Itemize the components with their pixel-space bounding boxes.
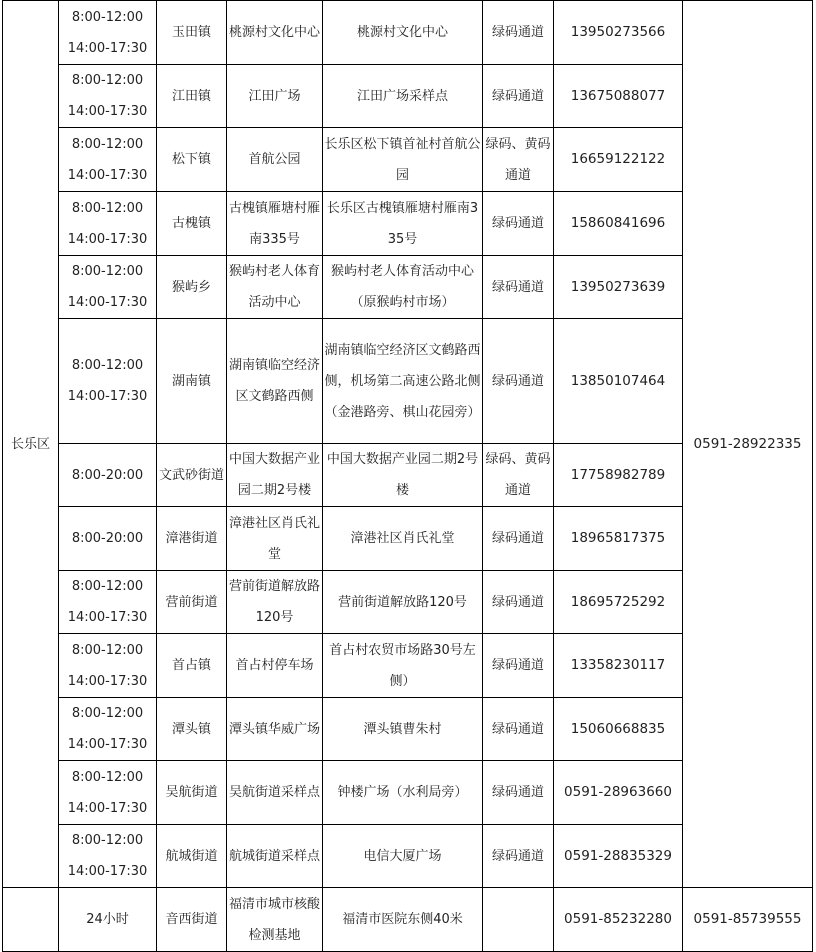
hours-cell — [59, 888, 157, 952]
address-cell: 营前街道解放路120号 — [323, 571, 483, 634]
site-cell: 首占村停车场 — [227, 634, 323, 698]
site-cell: 湖南镇临空经济区文鹤路西侧 — [227, 319, 323, 444]
channel-cell: 绿码通道 — [483, 192, 554, 256]
site-cell: 首航公园 — [227, 128, 323, 192]
hours-cell — [59, 507, 157, 571]
town-cell: 首占镇 — [157, 634, 227, 698]
phone-cell: 13950273639 — [554, 256, 683, 319]
town-cell: 航城街道 — [157, 825, 227, 888]
table-body — [3, 1, 813, 952]
address-cell: 桃源村文化中心 — [323, 1, 483, 65]
hours-cell-line: 14:00-17:30 — [67, 389, 148, 404]
district-hotline-cell: 0591-28922335 — [683, 1, 813, 888]
site-cell: 潭头镇华威广场 — [227, 698, 323, 761]
channel-cell: 绿码、黄码通道 — [483, 444, 554, 507]
hours-cell — [59, 256, 157, 319]
phone-cell: 0591-85232280 — [554, 888, 683, 952]
channel-cell: 绿码通道 — [483, 65, 554, 128]
channel-cell: 绿码通道 — [483, 571, 554, 634]
address-cell: 福清市医院东侧40米 — [323, 888, 483, 952]
hours-cell — [59, 571, 157, 634]
hours-cell — [59, 192, 157, 256]
hours-cell — [59, 634, 157, 698]
address-cell: 电信大厦广场 — [323, 825, 483, 888]
hours-cell-line: 8:00-12:00 — [71, 136, 144, 152]
hours-cell — [59, 128, 157, 192]
phone-cell: 13675088077 — [554, 65, 683, 128]
address-cell: 江田广场采样点 — [323, 65, 483, 128]
hours-cell-line: 8:00-12:00 — [71, 769, 144, 785]
table-row — [3, 1, 813, 65]
district-cell — [3, 888, 59, 952]
hours-cell-line: 14:00-17:30 — [67, 800, 148, 816]
site-cell: 中国大数据产业园二期2号楼 — [227, 444, 323, 507]
address-cell: 首占村农贸市场路30号左侧） — [323, 634, 483, 698]
hours-cell-line: 14:00-17:30 — [67, 295, 148, 310]
site-cell: 桃源村文化中心 — [227, 1, 323, 65]
hotline-cell: 0591-85739555 — [683, 888, 813, 952]
address-cell: 钟楼广场（水利局旁） — [323, 761, 483, 825]
hours-cell-line: 14:00-17:30 — [67, 737, 148, 752]
hours-cell-line: 8:00-12:00 — [71, 833, 144, 848]
address-cell: 猴屿村老人体育活动中心（原猴屿村市场） — [323, 256, 483, 319]
table-row — [3, 888, 813, 952]
hours-cell-line: 14:00-17:30 — [67, 167, 148, 183]
hours-cell-line: 14:00-17:30 — [67, 104, 148, 119]
town-cell: 吴航街道 — [157, 761, 227, 825]
channel-cell: 绿码通道 — [483, 634, 554, 698]
hours-cell-line: 14:00-17:30 — [67, 40, 148, 56]
channel-cell: 绿码通道 — [483, 507, 554, 571]
hours-cell-line: 8:00-20:00 — [71, 467, 144, 483]
address-cell: 湖南镇临空经济区文鹤路西侧，机场第二高速公路北侧（金港路旁、棋山花园旁） — [323, 319, 483, 444]
hours-cell — [59, 698, 157, 761]
site-cell: 吴航街道采样点 — [227, 761, 323, 825]
site-cell: 营前街道解放路120号 — [227, 571, 323, 634]
address-cell: 漳港社区肖氏礼堂 — [323, 507, 483, 571]
hours-cell — [59, 1, 157, 65]
address-cell: 长乐区古槐镇雁塘村雁南335号 — [323, 192, 483, 256]
hours-cell-line: 14:00-17:30 — [67, 864, 148, 879]
phone-cell: 18965817375 — [554, 507, 683, 571]
site-cell: 古槐镇雁塘村雁南335号 — [227, 192, 323, 256]
town-cell: 江田镇 — [157, 65, 227, 128]
town-cell: 湖南镇 — [157, 319, 227, 444]
hours-cell-line: 8:00-12:00 — [71, 579, 144, 594]
hours-cell-line: 8:00-12:00 — [71, 73, 144, 88]
site-cell: 江田广场 — [227, 65, 323, 128]
hours-cell-line: 8:00-12:00 — [71, 642, 144, 658]
channel-cell: 绿码、黄码通道 — [483, 128, 554, 192]
town-cell: 文武砂街道 — [157, 444, 227, 507]
phone-cell: 13358230117 — [554, 634, 683, 698]
town-cell: 漳港街道 — [157, 507, 227, 571]
town-cell: 松下镇 — [157, 128, 227, 192]
phone-cell: 0591-28835329 — [554, 825, 683, 888]
town-cell: 古槐镇 — [157, 192, 227, 256]
site-cell: 猴屿村老人体育活动中心 — [227, 256, 323, 319]
site-cell: 航城街道采样点 — [227, 825, 323, 888]
channel-cell: 绿码通道 — [483, 1, 554, 65]
town-cell: 玉田镇 — [157, 1, 227, 65]
site-cell: 福清市城市核酸检测基地 — [227, 888, 323, 952]
site-cell: 漳港社区肖氏礼堂 — [227, 507, 323, 571]
hours-cell-line: 8:00-12:00 — [71, 264, 144, 279]
phone-cell: 17758982789 — [554, 444, 683, 507]
hours-cell-line: 14:00-17:30 — [67, 231, 148, 247]
phone-cell: 18695725292 — [554, 571, 683, 634]
phone-cell: 16659122122 — [554, 128, 683, 192]
sampling-sites-table — [2, 0, 813, 952]
channel-cell: 绿码通道 — [483, 698, 554, 761]
phone-cell: 0591-28963660 — [554, 761, 683, 825]
phone-cell: 15060668835 — [554, 698, 683, 761]
phone-cell: 13950273566 — [554, 1, 683, 65]
town-cell: 营前街道 — [157, 571, 227, 634]
channel-cell: 绿码通道 — [483, 256, 554, 319]
hours-cell-line: 24小时 — [86, 912, 129, 927]
hours-cell — [59, 825, 157, 888]
town-cell: 音西街道 — [157, 888, 227, 952]
town-cell: 猴屿乡 — [157, 256, 227, 319]
channel-cell: 绿码通道 — [483, 761, 554, 825]
hours-cell — [59, 761, 157, 825]
hours-cell-line: 8:00-20:00 — [71, 531, 144, 546]
hours-cell — [59, 65, 157, 128]
channel-cell: 绿码通道 — [483, 825, 554, 888]
address-cell: 中国大数据产业园二期2号楼 — [323, 444, 483, 507]
hours-cell-line: 8:00-12:00 — [71, 9, 144, 25]
hours-cell-line: 14:00-17:30 — [67, 673, 148, 689]
channel-cell: 绿码通道 — [483, 319, 554, 444]
phone-cell: 13850107464 — [554, 319, 683, 444]
hours-cell — [59, 444, 157, 507]
town-cell: 潭头镇 — [157, 698, 227, 761]
hours-cell-line: 8:00-12:00 — [71, 358, 144, 373]
address-cell: 长乐区松下镇首祉村首航公园 — [323, 128, 483, 192]
hours-cell-line: 8:00-12:00 — [71, 706, 144, 721]
address-cell: 潭头镇曹朱村 — [323, 698, 483, 761]
channel-cell — [483, 888, 554, 952]
hours-cell-line: 14:00-17:30 — [67, 610, 148, 625]
district-cell: 长乐区 — [3, 1, 59, 888]
phone-cell: 15860841696 — [554, 192, 683, 256]
hours-cell — [59, 319, 157, 444]
hours-cell-line: 8:00-12:00 — [71, 200, 144, 216]
